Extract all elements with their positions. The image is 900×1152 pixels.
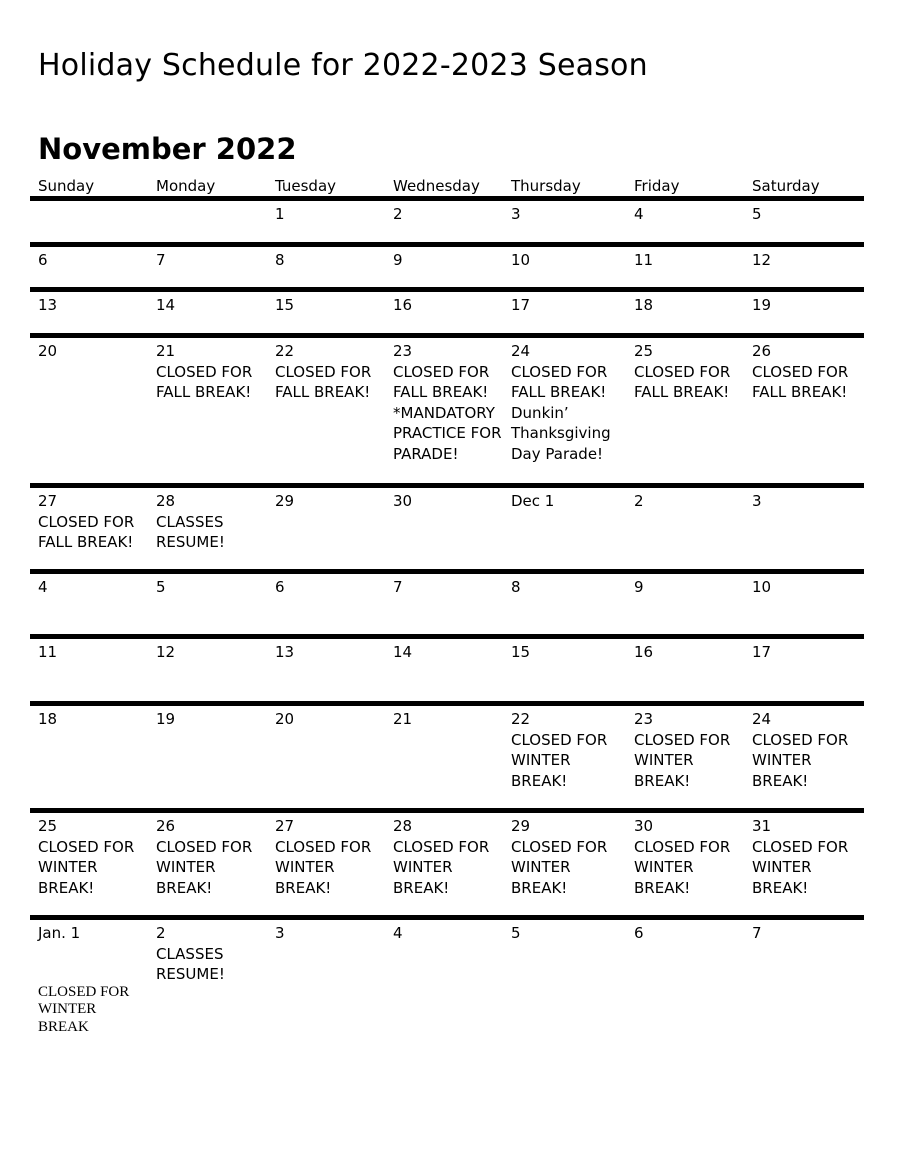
day-number: 26 [156,817,176,835]
day-number: 10 [511,251,531,269]
day-cell [634,642,746,663]
day-cell [156,491,268,553]
day-number: 22 [275,342,295,360]
day-cell [393,250,509,271]
day-number: 28 [393,817,413,835]
day-number: 25 [634,342,654,360]
day-cell [156,341,268,403]
day-number: 12 [156,643,176,661]
week-divider [30,242,864,247]
day-cell [752,709,862,791]
day-note: CLASSES RESUME! [156,512,225,551]
day-number: 2 [634,492,644,510]
day-number: 13 [38,296,58,314]
day-number: 23 [634,710,654,728]
day-number: 11 [634,251,654,269]
week-divider [30,808,864,813]
day-cell [393,642,509,663]
day-cell [275,577,387,598]
day-note: CLOSED FOR WINTER BREAK! [634,730,731,790]
day-number: 14 [156,296,176,314]
day-number: 19 [156,710,176,728]
day-cell [275,491,387,512]
day-number: 16 [634,643,654,661]
month-title: November 2022 [38,132,297,166]
day-cell [511,709,629,791]
day-cell [511,577,629,598]
day-note: CLOSED FOR FALL BREAK! [38,512,135,551]
day-cell [38,816,150,898]
day-cell [393,816,509,898]
day-cell [634,709,746,791]
day-cell [634,816,746,898]
day-number: 29 [275,492,295,510]
day-number: 31 [752,817,772,835]
day-number: 4 [634,205,644,223]
day-cell [393,491,509,512]
day-cell [156,709,268,730]
weekday-header-tuesday: Tuesday [275,177,337,195]
day-note: CLOSED FOR WINTER BREAK! [752,730,849,790]
week-divider [30,483,864,488]
day-number: 24 [752,710,772,728]
day-number: 3 [511,205,521,223]
day-number: 14 [393,643,413,661]
day-number: 8 [511,578,521,596]
day-note: CLOSED FOR WINTER BREAK! [156,837,253,897]
day-cell [752,816,862,898]
day-number: 7 [752,924,762,942]
day-cell [752,491,862,512]
document-title: Holiday Schedule for 2022-2023 Season [38,48,648,83]
day-cell [752,577,862,598]
day-number [38,204,150,225]
day-note: CLASSES RESUME! [156,944,225,983]
day-number: 6 [275,578,285,596]
day-number [156,204,268,225]
day-number: 27 [38,492,58,510]
day-number: 11 [38,643,58,661]
day-number: 17 [752,643,772,661]
day-cell [275,341,387,403]
day-number: 10 [752,578,772,596]
week-divider [30,333,864,338]
day-cell [156,642,268,663]
day-cell [511,204,629,225]
day-cell [511,923,629,944]
day-note: CLOSED FOR WINTER BREAK! [275,837,372,897]
day-note: CLOSED FOR FALL BREAK! [634,362,731,401]
day-number: 15 [275,296,295,314]
day-number: 2 [393,205,403,223]
day-cell [38,642,150,663]
weekday-header-wednesday: Wednesday [393,177,480,195]
day-cell [275,204,387,225]
day-number: 21 [393,710,413,728]
day-cell [156,204,268,225]
day-cell [393,709,509,730]
day-number: 7 [393,578,403,596]
day-note: CLOSED FOR FALL BREAK! *MANDATORY PRACTICE FOR PARADE! [393,362,502,463]
day-cell [38,295,150,316]
day-number: 27 [275,817,295,835]
day-note: CLOSED FOR WINTER BREAK! [511,730,608,790]
day-note: CLOSED FOR WINTER BREAK! [393,837,490,897]
weekday-header-friday: Friday [634,177,680,195]
day-cell [511,642,629,663]
day-note: CLOSED FOR FALL BREAK! [752,362,849,401]
week-divider [30,569,864,574]
day-number: 15 [511,643,531,661]
day-number: 19 [752,296,772,314]
day-cell [752,295,862,316]
day-cell [393,204,509,225]
day-note: CLOSED FOR FALL BREAK! [156,362,253,401]
weekday-header-row [30,177,864,197]
calendar-grid [30,177,864,1035]
day-cell [634,491,746,512]
day-number: 4 [38,578,48,596]
week-divider [30,915,864,920]
day-number: 3 [752,492,762,510]
day-number: 7 [156,251,166,269]
day-number: 28 [156,492,176,510]
day-cell [38,250,150,271]
day-cell [38,341,150,362]
day-number: 3 [275,924,285,942]
day-number: 4 [393,924,403,942]
day-cell [275,642,387,663]
day-cell [511,250,629,271]
day-cell [156,923,268,985]
week-divider [30,701,864,706]
day-number: 17 [511,296,531,314]
day-note: CLOSED FOR WINTER BREAK! [511,837,608,897]
day-note: CLOSED FOR FALL BREAK! Dunkin’ Thanksgiving Day Parade! [511,362,611,463]
day-cell [38,923,150,1036]
day-number: 9 [634,578,644,596]
day-cell [156,816,268,898]
day-cell [752,923,862,944]
day-note: CLOSED FOR WINTER BREAK! [634,837,731,897]
day-number: 6 [634,924,644,942]
week-divider [30,196,864,201]
day-cell [511,295,629,316]
day-number: 6 [38,251,48,269]
day-number: 23 [393,342,413,360]
day-note: CLOSED FOR FALL BREAK! [275,362,372,401]
day-cell [511,816,629,898]
weekday-header-sunday: Sunday [38,177,95,195]
day-cell [393,341,509,464]
day-number: 22 [511,710,531,728]
day-number: 20 [38,342,58,360]
day-cell [634,923,746,944]
day-cell [634,250,746,271]
day-number: 21 [156,342,176,360]
week-divider [30,634,864,639]
day-cell [634,577,746,598]
day-number: 1 [275,205,285,223]
day-cell [38,577,150,598]
day-cell [393,923,509,944]
day-cell [275,709,387,730]
day-note: CLOSED FOR WINTER BREAK! [752,837,849,897]
day-number: 30 [393,492,413,510]
day-cell [393,577,509,598]
weekday-header-saturday: Saturday [752,177,820,195]
day-cell [634,341,746,403]
day-cell [634,295,746,316]
day-cell [511,341,629,464]
day-cell [275,295,387,316]
day-cell [752,250,862,271]
day-number: 5 [752,205,762,223]
day-cell [634,204,746,225]
day-number: 18 [634,296,654,314]
day-number: 5 [511,924,521,942]
day-number: 20 [275,710,295,728]
day-cell [393,295,509,316]
day-number: 13 [275,643,295,661]
day-cell [511,491,629,512]
day-number: 24 [511,342,531,360]
day-cell [38,204,150,225]
day-number: 26 [752,342,772,360]
week-divider [30,287,864,292]
day-cell [275,923,387,944]
day-number: 30 [634,817,654,835]
day-number: 12 [752,251,772,269]
day-number: 29 [511,817,531,835]
day-number: 5 [156,578,166,596]
day-cell [752,204,862,225]
day-cell [156,250,268,271]
day-cell [275,816,387,898]
day-number: 16 [393,296,413,314]
weekday-header-thursday: Thursday [511,177,581,195]
day-note: CLOSED FOR WINTER BREAK [38,983,130,1035]
day-number: Dec 1 [511,492,555,510]
day-cell [38,491,150,553]
day-cell [275,250,387,271]
day-cell [752,642,862,663]
day-number: 8 [275,251,285,269]
day-number: 25 [38,817,58,835]
weekday-header-monday: Monday [156,177,216,195]
day-cell [38,709,150,730]
day-cell [156,295,268,316]
day-number: 18 [38,710,58,728]
day-number: 2 [156,924,166,942]
day-cell [752,341,862,403]
day-number: 9 [393,251,403,269]
day-note: CLOSED FOR WINTER BREAK! [38,837,135,897]
day-number: Jan. 1 [38,924,81,942]
day-cell [156,577,268,598]
